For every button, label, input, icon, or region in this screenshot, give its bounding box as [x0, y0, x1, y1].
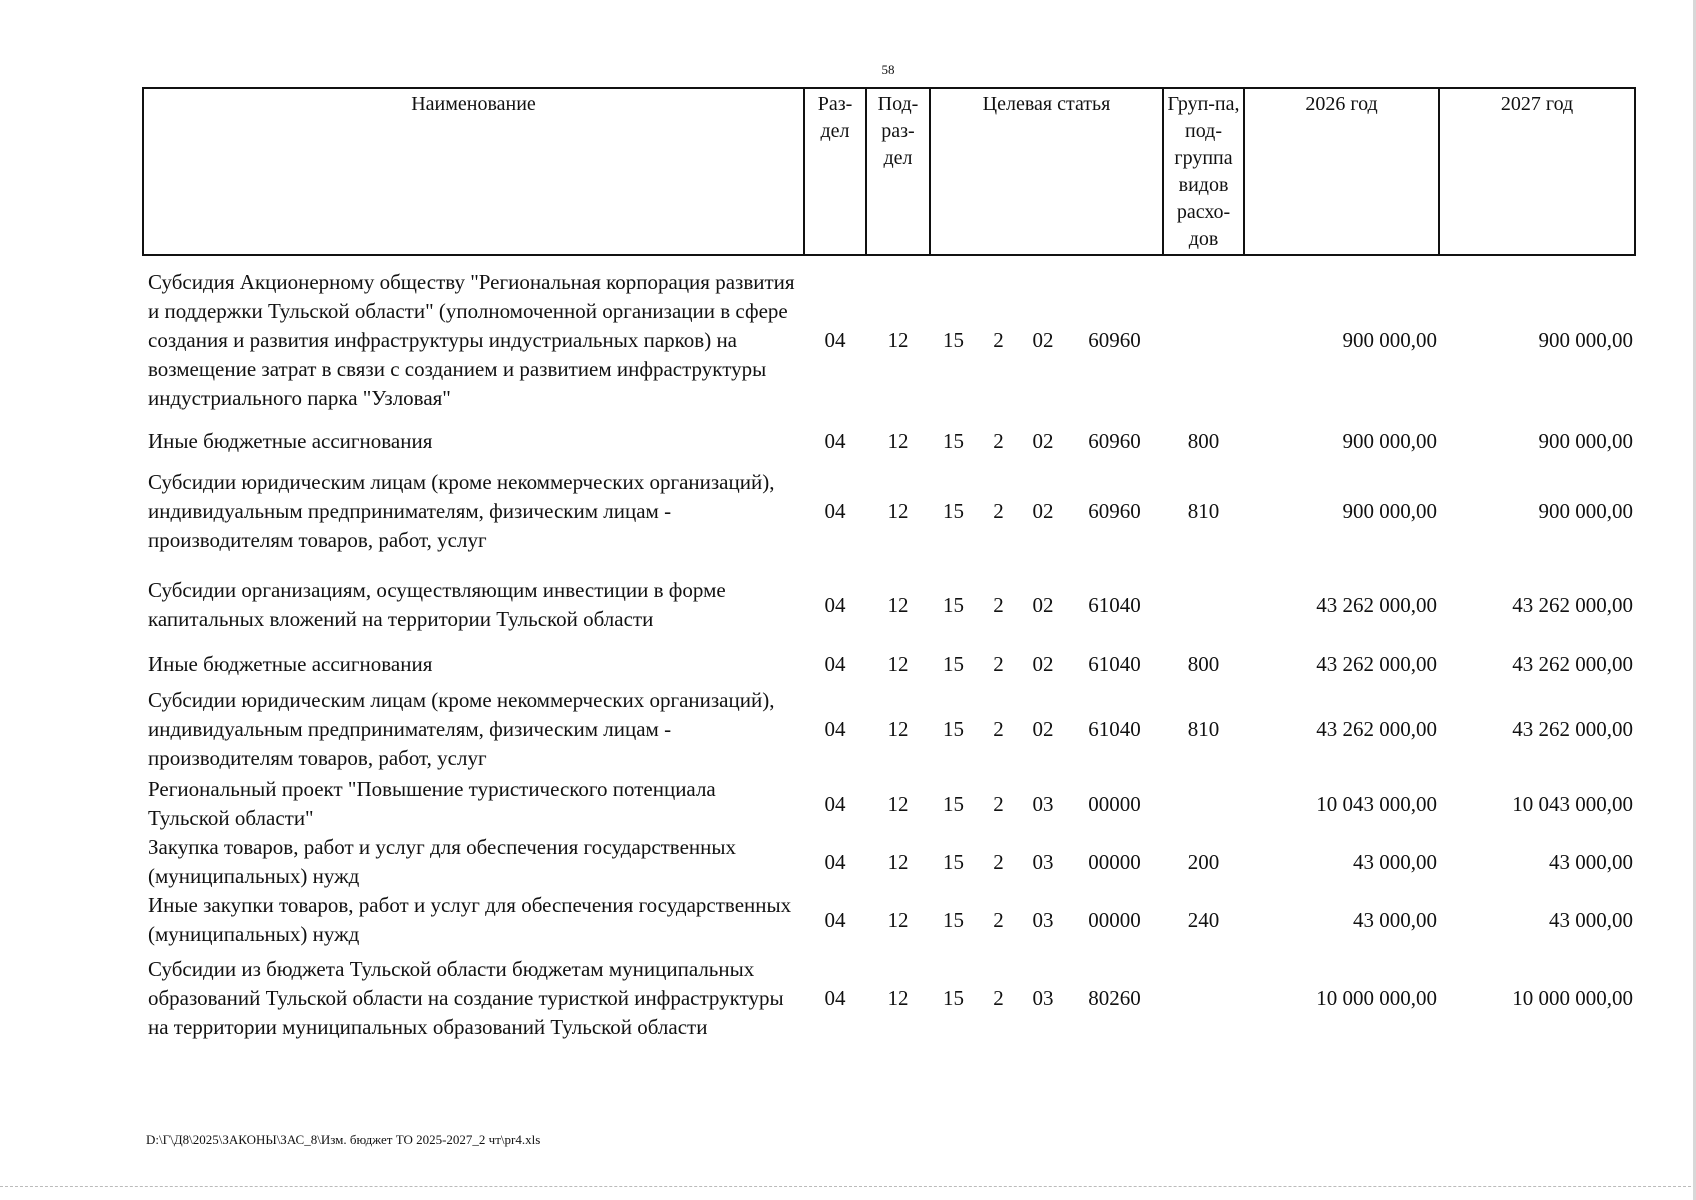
- file-path-footer: D:\Г\Д8\2025\ЗАКОНЫ\ЗАС_8\Изм. бюджет ТО 2025-2027_2 чт\pr4.xls: [146, 1132, 541, 1147]
- header-target-article: Целевая статья: [930, 88, 1163, 255]
- row-amount-2027: 900 000,00: [1538, 328, 1634, 352]
- row-podrazdel: 12: [887, 592, 909, 617]
- table-row: [143, 457, 1635, 565]
- row-expense-group: 240: [1187, 907, 1220, 932]
- row-target-program: 15: [943, 907, 964, 932]
- row-target-subprogram: 2: [993, 498, 1004, 523]
- row-amount-2027: 43 000,00: [1549, 907, 1634, 932]
- row-expense-group: [1163, 949, 1244, 1047]
- row-razdel: 04: [824, 791, 846, 816]
- header-group: Груп-па, под-группа видов расхо-дов: [1163, 88, 1244, 255]
- row-razdel: 04: [824, 651, 846, 676]
- row-amount-2026: 10 000 000,00: [1316, 985, 1438, 1010]
- row-podrazdel: 12: [887, 907, 909, 932]
- row-target-direction: 61040: [1088, 592, 1141, 617]
- row-target-event: 02: [1032, 651, 1054, 676]
- row-amount-2027: 43 000,00: [1549, 849, 1634, 874]
- row-amount-2027: 43 262 000,00: [1512, 592, 1634, 617]
- header-2027: 2027 год: [1439, 88, 1635, 255]
- row-target-program: 15: [943, 985, 964, 1010]
- row-razdel: 04: [824, 498, 846, 523]
- row-target-program: 15: [943, 716, 964, 741]
- row-expense-group: 810: [1187, 716, 1220, 741]
- row-target-event: 02: [1032, 592, 1054, 617]
- row-razdel: 04: [824, 907, 846, 932]
- row-target-program: 15: [943, 428, 964, 453]
- row-target-direction: 80260: [1088, 985, 1141, 1010]
- row-expense-group: 200: [1187, 849, 1220, 874]
- row-expense-group: [1163, 775, 1244, 833]
- row-amount-2026: 43 000,00: [1353, 907, 1438, 932]
- row-amount-2027: 900 000,00: [1538, 428, 1634, 453]
- row-podrazdel: 12: [887, 791, 909, 816]
- row-expense-group: 800: [1187, 651, 1220, 676]
- row-target-event: 02: [1032, 716, 1054, 741]
- table-row: [143, 683, 1635, 775]
- row-target-subprogram: 2: [993, 651, 1004, 676]
- row-expense-group: 810: [1187, 498, 1220, 523]
- scan-edge-bottom: [0, 1186, 1696, 1187]
- table-row: [143, 255, 1635, 425]
- row-target-event: 03: [1032, 791, 1054, 816]
- row-name: Региональный проект "Повышение туристического потенциала Тульской области": [148, 777, 716, 830]
- row-target-direction: 00000: [1088, 849, 1141, 874]
- row-podrazdel: 12: [887, 651, 909, 676]
- row-podrazdel: 12: [887, 428, 909, 453]
- table-row: [143, 565, 1635, 645]
- row-target-program: 15: [943, 651, 964, 676]
- table-header-row: [143, 88, 1635, 255]
- row-amount-2026: 43 262 000,00: [1316, 592, 1438, 617]
- row-target-event: 02: [1032, 428, 1054, 453]
- row-expense-group: [1163, 255, 1244, 425]
- row-target-subprogram: 2: [993, 791, 1004, 816]
- row-amount-2027: 10 000 000,00: [1512, 985, 1634, 1010]
- row-target-subprogram: 2: [993, 907, 1004, 932]
- row-razdel: 04: [824, 328, 846, 352]
- row-name: Иные закупки товаров, работ и услуг для обеспечения государственных (муниципальных) нужд: [148, 893, 792, 946]
- row-amount-2027: 43 262 000,00: [1512, 651, 1634, 676]
- row-target-subprogram: 2: [993, 328, 1004, 352]
- row-target-subprogram: 2: [993, 849, 1004, 874]
- row-amount-2026: 10 043 000,00: [1316, 791, 1438, 816]
- row-razdel: 04: [824, 428, 846, 453]
- row-podrazdel: 12: [887, 716, 909, 741]
- row-podrazdel: 12: [887, 328, 909, 352]
- row-target-subprogram: 2: [993, 985, 1004, 1010]
- header-name: Наименование: [143, 88, 804, 255]
- row-target-event: 02: [1032, 498, 1054, 523]
- row-name: Иные бюджетные ассигнования: [148, 428, 433, 453]
- row-name: Субсидия Акционерному обществу "Региональная корпорация развития и поддержки Тульской области" (уполномоченной организации в сфере создания и развития инфраструктуры индустриальных парков) на возмещение затрат в связи с созданием и развитием инфраструктуры индустриального парка "Узловая": [148, 270, 795, 410]
- row-amount-2027: 900 000,00: [1538, 498, 1634, 523]
- row-razdel: 04: [824, 716, 846, 741]
- row-target-program: 15: [943, 849, 964, 874]
- row-amount-2026: 43 262 000,00: [1316, 716, 1438, 741]
- row-amount-2026: 900 000,00: [1342, 328, 1438, 352]
- row-amount-2027: 43 262 000,00: [1512, 716, 1634, 741]
- table-row: [143, 891, 1635, 949]
- table-row: [143, 949, 1635, 1047]
- row-target-direction: 61040: [1088, 651, 1141, 676]
- row-target-direction: 60960: [1088, 498, 1141, 523]
- row-target-program: 15: [943, 592, 964, 617]
- row-amount-2027: 10 043 000,00: [1512, 791, 1634, 816]
- row-target-event: 02: [1032, 328, 1054, 352]
- row-name: Субсидии юридическим лицам (кроме некоммерческих организаций), индивидуальным предпринимателям, физическим лицам - производителям товаров, работ, услуг: [148, 687, 775, 770]
- row-target-event: 03: [1032, 849, 1054, 874]
- row-target-direction: 00000: [1088, 791, 1141, 816]
- row-target-program: 15: [943, 328, 964, 352]
- row-razdel: 04: [824, 985, 846, 1010]
- header-2026: 2026 год: [1244, 88, 1439, 255]
- row-target-subprogram: 2: [993, 716, 1004, 741]
- row-name: Субсидии организациям, осуществляющим инвестиции в форме капитальных вложений на территории Тульской области: [148, 578, 726, 631]
- row-target-direction: 00000: [1088, 907, 1141, 932]
- table-row: [143, 775, 1635, 833]
- table-row: [143, 833, 1635, 891]
- row-name: Иные бюджетные ассигнования: [148, 651, 433, 676]
- budget-table: [142, 87, 1636, 1047]
- row-target-direction: 60960: [1088, 328, 1141, 352]
- header-razdel: Раз-дел: [804, 88, 866, 255]
- row-target-event: 03: [1032, 985, 1054, 1010]
- row-amount-2026: 43 000,00: [1353, 849, 1438, 874]
- header-podrazdel: Под-раз-дел: [866, 88, 930, 255]
- row-amount-2026: 43 262 000,00: [1316, 651, 1438, 676]
- row-expense-group: [1163, 565, 1244, 645]
- row-target-direction: 60960: [1088, 428, 1141, 453]
- row-amount-2026: 900 000,00: [1342, 498, 1438, 523]
- row-name: Субсидии из бюджета Тульской области бюджетам муниципальных образований Тульской области на создание туристкой инфраструктуры на территории муниципальных образований Тульской области: [148, 956, 784, 1039]
- row-podrazdel: 12: [887, 985, 909, 1010]
- row-amount-2026: 900 000,00: [1342, 428, 1438, 453]
- row-name: Субсидии юридическим лицам (кроме некоммерческих организаций), индивидуальным предпринимателям, физическим лицам - производителям товаров, работ, услуг: [148, 469, 775, 552]
- row-target-program: 15: [943, 498, 964, 523]
- page-number: 58: [881, 62, 895, 77]
- row-target-subprogram: 2: [993, 592, 1004, 617]
- table-row: [143, 645, 1635, 683]
- row-podrazdel: 12: [887, 849, 909, 874]
- row-target-program: 15: [943, 791, 964, 816]
- row-target-direction: 61040: [1088, 716, 1141, 741]
- row-razdel: 04: [824, 592, 846, 617]
- row-target-event: 03: [1032, 907, 1054, 932]
- row-razdel: 04: [824, 849, 846, 874]
- row-expense-group: 800: [1187, 428, 1220, 453]
- row-target-subprogram: 2: [993, 428, 1004, 453]
- row-name: Закупка товаров, работ и услуг для обеспечения государственных (муниципальных) нужд: [148, 835, 737, 888]
- row-podrazdel: 12: [887, 498, 909, 523]
- table-row: [143, 425, 1635, 457]
